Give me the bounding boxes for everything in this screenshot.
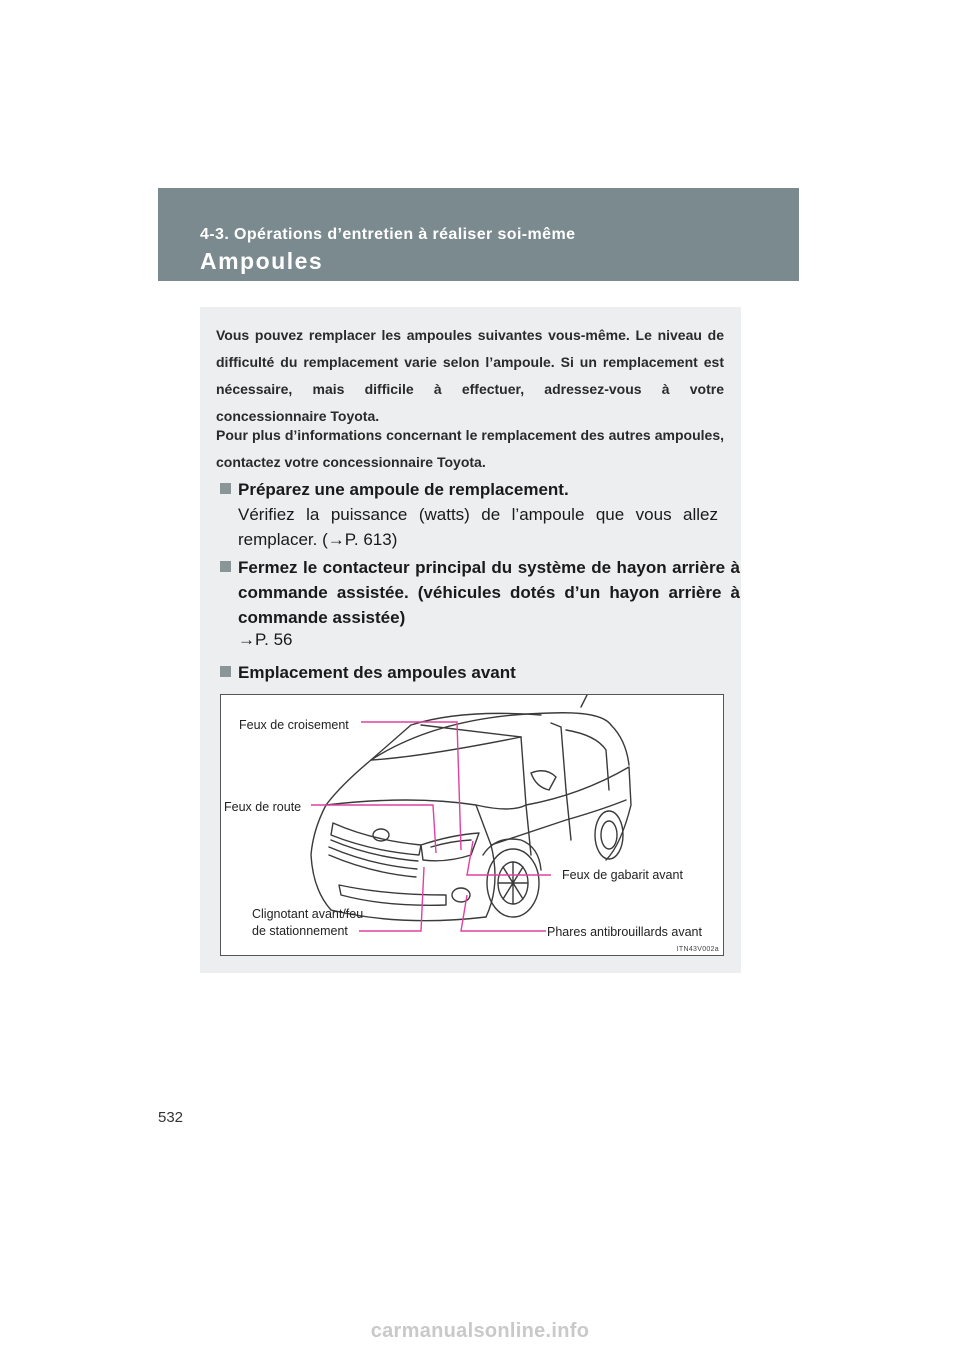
figure-code: ITN43V002a <box>676 946 719 953</box>
bullet-heading-text: Emplacement des ampoules avant <box>238 663 516 682</box>
square-bullet-icon <box>220 666 231 677</box>
bullet-body-replacement-bulb: Vérifiez la puissance (watts) de l’ampoule que vous allez remplacer. (→P. 613) <box>238 505 718 549</box>
square-bullet-icon <box>220 561 231 572</box>
page-number: 532 <box>158 1109 184 1126</box>
bullet-heading-text: Fermez le contacteur principal du système de hayon arrière à commande assistée. (véhicules dotés d’un hayon arrière à commande assistée) <box>238 558 740 627</box>
section-label: 4-3. Opérations d’entretien à réaliser soi-même <box>200 226 576 243</box>
callout-turn-signal: Clignotant avant/feu de stationnement <box>252 907 364 938</box>
callout-front-position-lamp: Feux de gabarit avant <box>562 868 683 882</box>
bullet-heading-front-bulbs <box>220 660 740 685</box>
page-title: Ampoules <box>200 248 324 274</box>
intro-paragraph-1: Vous pouvez remplacer les ampoules suivantes vous-même. Le niveau de difficulté du remplacement varie selon l’ampoule. Si un remplacement est nécessaire, mais difficile à effectuer, adressez-vous à votre concessionnaire Toyota. <box>216 327 724 424</box>
front-bulbs-figure <box>220 694 724 956</box>
content-panel <box>200 307 741 973</box>
bullet-heading-tailgate-switch <box>220 555 740 630</box>
intro-paragraph-2: Pour plus d’informations concernant le remplacement des autres ampoules, contactez votre concessionnaire Toyota. <box>216 427 724 470</box>
bullet-heading-replacement-bulb <box>220 477 740 502</box>
section-header-band <box>158 188 799 281</box>
callout-low-beam: Feux de croisement <box>239 718 349 732</box>
square-bullet-icon <box>220 483 231 494</box>
bullet-body-tailgate-switch: →P. 56 <box>238 630 293 649</box>
bullet-heading-text: Préparez une ampoule de remplacement. <box>238 480 569 499</box>
watermark: carmanualsonline.info <box>370 1320 590 1342</box>
callout-high-beam: Feux de route <box>224 800 302 814</box>
callout-front-fog-lamp: Phares antibrouillards avant <box>547 925 702 939</box>
